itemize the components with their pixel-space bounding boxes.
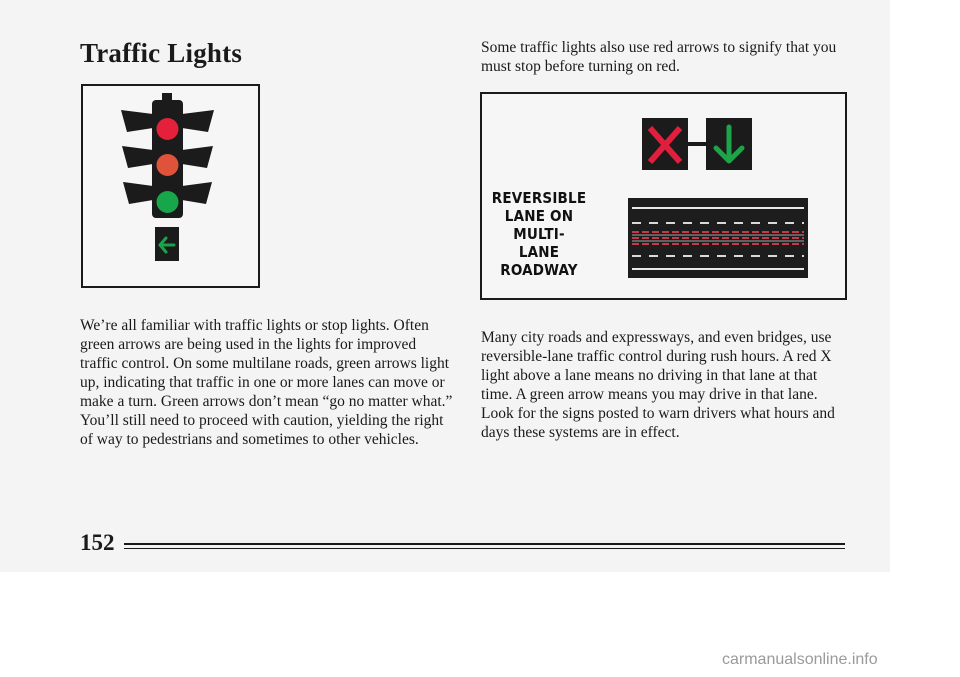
footer-rule-thin	[124, 548, 845, 549]
lead-text: Some traffic lights also use red arrows to signify that you must stop before turning on red.	[481, 39, 837, 75]
label-line: LANE	[518, 243, 560, 261]
watermark: carmanualsonline.info	[722, 651, 878, 668]
green-lamp	[157, 191, 179, 213]
page-number: 152	[80, 530, 115, 555]
red-lamp	[157, 118, 179, 140]
reversible-lane-paragraph: Many city roads and expressways, and even bridges, use reversible-lane traffic control during rush hours. A red X light above a lane means no driving in that lane at that time. A green arrow means you may drive in that lane. Look for the signs posted to warn drivers what hours and days these systems are in effect.	[481, 329, 835, 441]
traffic-light-illustration	[81, 84, 260, 288]
traffic-lights-paragraph: We’re all familiar with traffic lights or stop lights. Often green arrows are being used in the lights for improved traffic control. On some multilane roads, green arrows light up, indicating that traffic in one or more lanes can move or make a turn. Green arrows don’t mean “go no matter what.” You’ll still need to proceed with caution, yielding the right of way to pedestrians and sometimes to other vehicles.	[80, 317, 453, 448]
traffic-light-icon	[81, 84, 260, 288]
footer-rule	[124, 543, 845, 545]
label-line: MULTI-	[513, 225, 565, 243]
amber-lamp	[157, 154, 179, 176]
label-line: REVERSIBLE	[491, 189, 587, 207]
reversible-lane-label	[484, 189, 594, 279]
page-title: Traffic Lights	[80, 38, 243, 68]
label-line: ROADWAY	[500, 261, 578, 279]
label-line: LANE ON	[504, 207, 574, 225]
